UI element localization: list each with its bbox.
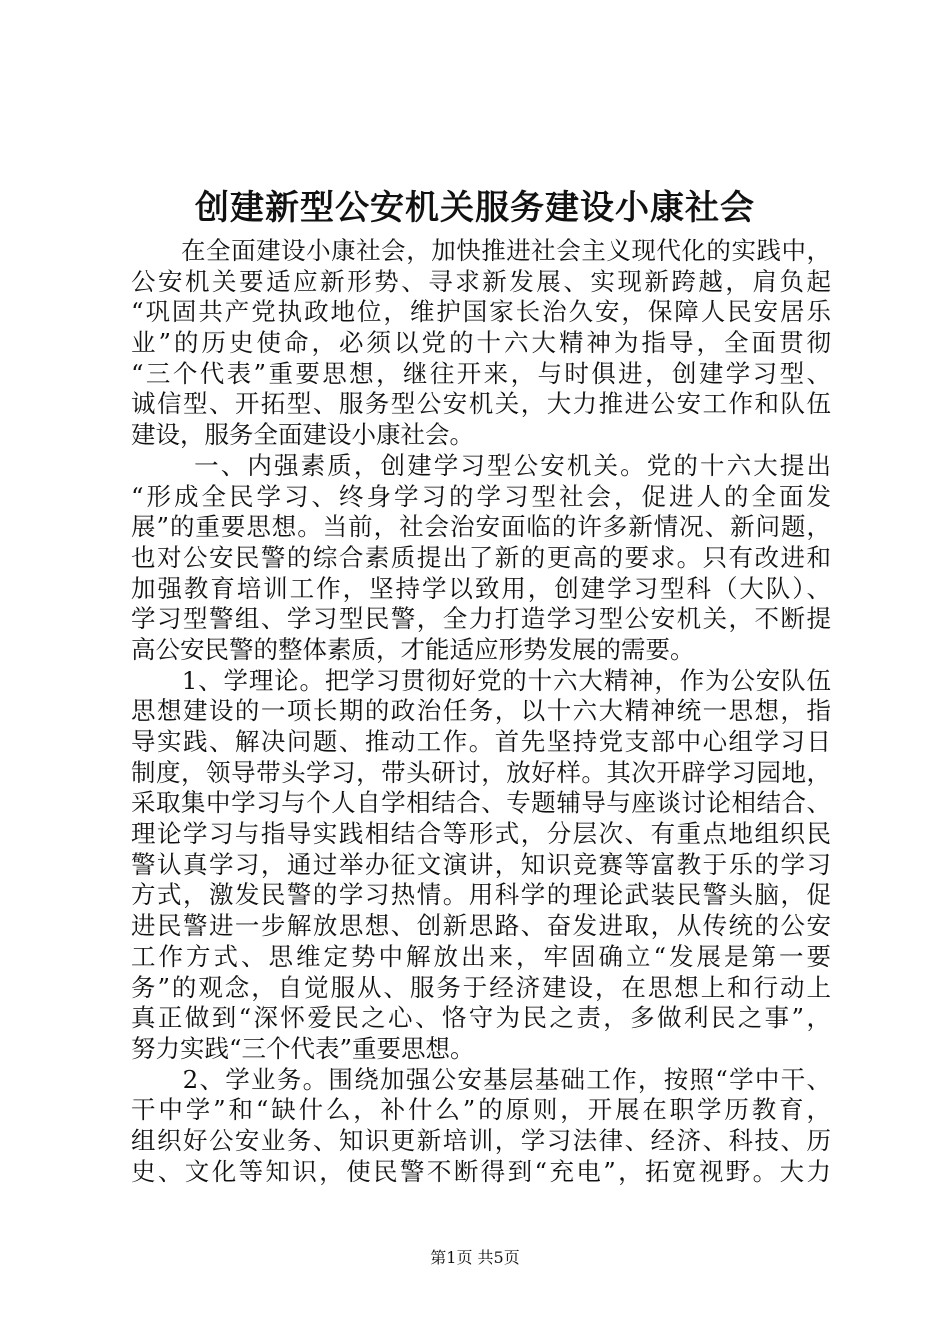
text-line: 方式，激发民警的学习热情。用科学的理论武装民警头脑，促	[131, 880, 831, 910]
document-title: 创建新型公安机关服务建设小康社会	[195, 188, 755, 228]
text-line: 思想建设的一项长期的政治任务，以十六大精神统一思想，指	[131, 696, 831, 726]
text-line: 采取集中学习与个人自学相结合、专题辅导与座谈讨论相结合、	[131, 788, 831, 818]
text-line: 制度，领导带头学习，带头研讨，放好样。其次开辟学习园地，	[131, 757, 831, 787]
text-line: 组织好公安业务、知识更新培训，学习法律、经济、科技、历	[131, 1125, 831, 1155]
document-body	[131, 236, 831, 1187]
text-line: 诚信型、开拓型、服务型公安机关，大力推进公安工作和队伍	[131, 389, 831, 419]
text-line: 史、文化等知识，使民警不断得到“充电”，拓宽视野。大力	[131, 1156, 831, 1186]
text-line: 真正做到“深怀爱民之心、恪守为民之责，多做利民之事”，	[131, 1003, 831, 1033]
text-line: 2、学业务。围绕加强公安基层基础工作，按照“学中干、	[131, 1064, 831, 1094]
text-line: 加强教育培训工作，坚持学以致用，创建学习型科（大队）、	[131, 573, 831, 603]
text-line: 理论学习与指导实践相结合等形式，分层次、有重点地组织民	[131, 819, 831, 849]
text-line: 1、学理论。把学习贯彻好党的十六大精神，作为公安队伍	[131, 665, 831, 695]
text-line: 高公安民警的整体素质，才能适应形势发展的需要。	[131, 634, 695, 664]
text-line: 务”的观念，自觉服从、服务于经济建设，在思想上和行动上	[131, 972, 831, 1002]
page-footer: 第1页 共5页	[430, 1248, 520, 1267]
text-line: 导实践、解决问题、推动工作。首先坚持党支部中心组学习日	[131, 727, 831, 756]
text-line: 业”的历史使命，必须以党的十六大精神为指导，全面贯彻	[131, 328, 831, 358]
text-line: 也对公安民警的综合素质提出了新的更高的要求。只有改进和	[131, 542, 831, 572]
text-line: 在全面建设小康社会，加快推进社会主义现代化的实践中，	[131, 236, 831, 265]
text-line: 进民警进一步解放思想、创新思路、奋发进取，从传统的公安	[131, 911, 831, 941]
text-line: 建设，服务全面建设小康社会。	[131, 420, 474, 450]
text-line: “三个代表”重要思想，继往开来，与时俱进，创建学习型、	[131, 358, 831, 388]
text-line: 展”的重要思想。当前，社会治安面临的许多新情况、新问题，	[131, 512, 831, 542]
text-line: 一、内强素质，创建学习型公安机关。党的十六大提出	[131, 450, 831, 480]
text-line: 警认真学习，通过举办征文演讲，知识竞赛等富教于乐的学习	[131, 849, 831, 879]
text-line: “巩固共产党执政地位，维护国家长治久安，保障人民安居乐	[131, 297, 831, 327]
text-line: 干中学”和“缺什么，补什么”的原则，开展在职学历教育，	[131, 1095, 831, 1125]
text-line: 学习型警组、学习型民警，全力打造学习型公安机关，不断提	[131, 604, 831, 634]
text-line: 公安机关要适应新形势、寻求新发展、实现新跨越，肩负起	[131, 266, 831, 296]
text-line: 努力实践“三个代表”重要思想。	[131, 1033, 475, 1063]
text-line: 工作方式、思维定势中解放出来，牢固确立“发展是第一要	[131, 941, 831, 971]
text-line: “形成全民学习、终身学习的学习型社会，促进人的全面发	[131, 481, 831, 511]
